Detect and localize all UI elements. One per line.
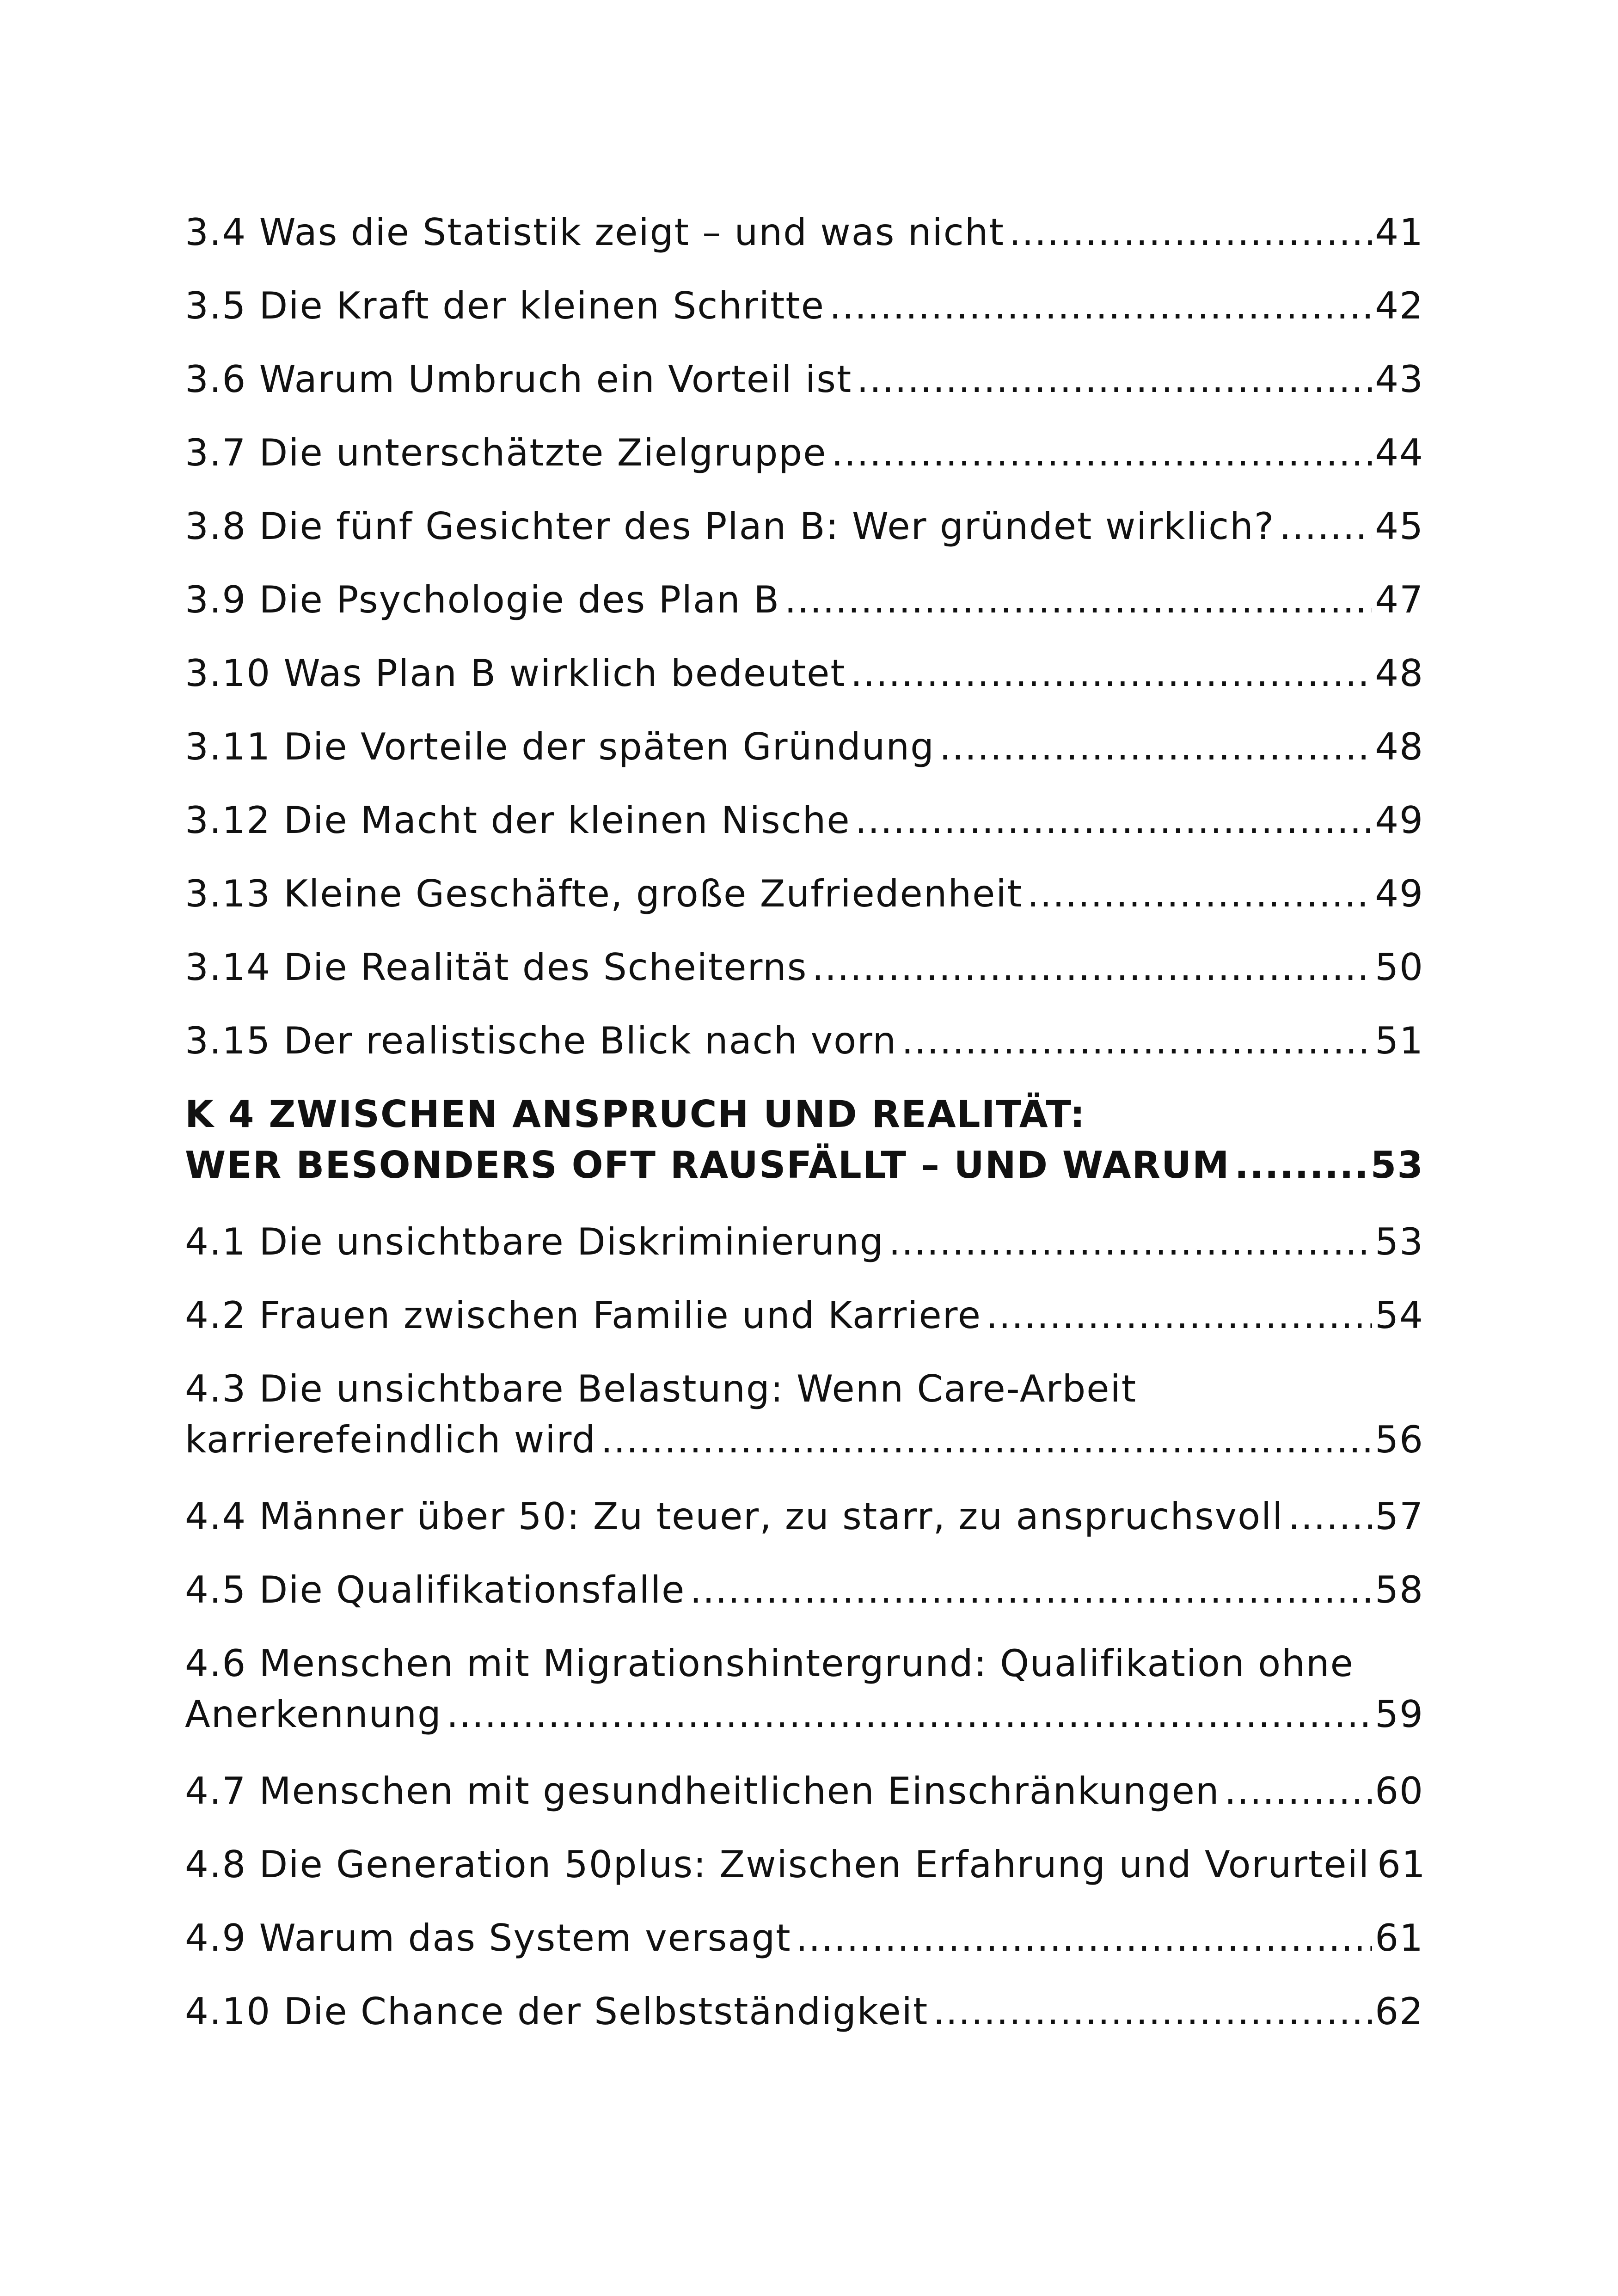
toc-entry-title-line-2: karrierefeindlich wird <box>185 1418 596 1461</box>
toc-entry-page: 44 <box>1375 431 1424 474</box>
toc-entry-page: 43 <box>1375 358 1424 401</box>
toc-entry[interactable] <box>185 795 1424 846</box>
chapter-title-line-1: K 4 ZWISCHEN ANSPRUCH UND REALITÄT: <box>185 1093 1086 1136</box>
toc-entry-line <box>185 1290 1424 1341</box>
dot-leader <box>601 1414 1373 1465</box>
toc-entry-title: 4.5 Die Qualifikationsfalle <box>185 1568 686 1611</box>
toc-entry[interactable] <box>185 1986 1424 2037</box>
toc-entry-line <box>185 722 1424 772</box>
dot-leader <box>829 281 1372 331</box>
toc-entry[interactable] <box>185 1839 1424 1890</box>
toc-entry-line <box>185 1839 1424 1890</box>
toc-entry-title: 4.1 Die unsichtbare Diskriminierung <box>185 1220 884 1263</box>
toc-entry-page: 50 <box>1375 946 1424 989</box>
toc-entry-line <box>185 281 1424 331</box>
toc-entry-page: 59 <box>1375 1693 1424 1736</box>
toc-entry-title: 3.14 Die Realität des Scheiterns <box>185 946 808 989</box>
toc-entry-page: 48 <box>1375 652 1424 695</box>
toc-entry-title: 4.4 Männer über 50: Zu teuer, zu starr, zu anspruchsvoll <box>185 1495 1284 1538</box>
toc-entry-line <box>185 1217 1424 1267</box>
toc-entry[interactable] <box>185 354 1424 405</box>
toc-entry[interactable] <box>185 1913 1424 1964</box>
toc-entry-line <box>185 1986 1424 2037</box>
toc-entry-line <box>185 1414 1424 1465</box>
toc-entry-page: 56 <box>1375 1418 1424 1461</box>
toc-entry-page: 42 <box>1375 284 1424 327</box>
toc-entry-line <box>185 648 1424 699</box>
toc-entry-line <box>185 942 1424 993</box>
toc-entry-page: 45 <box>1375 505 1424 548</box>
dot-leader <box>851 648 1372 699</box>
toc-entry-page: 48 <box>1375 725 1424 768</box>
toc-entry[interactable] <box>185 207 1424 258</box>
toc-entry[interactable] <box>185 722 1424 772</box>
toc-entry-title-line-1: 4.6 Menschen mit Migrationshintergrund: Qualifikation ohne <box>185 1642 1354 1685</box>
toc-entry-page: 47 <box>1375 578 1424 621</box>
toc-entry-line <box>185 1913 1424 1964</box>
toc-entry[interactable] <box>185 1491 1424 1542</box>
toc-entry-title: 4.9 Warum das System versagt <box>185 1916 791 1959</box>
toc-entry-title-line-2: Anerkennung <box>185 1693 442 1736</box>
dot-leader <box>1027 869 1372 919</box>
toc-entry[interactable] <box>185 942 1424 993</box>
dot-leader <box>1288 1491 1373 1542</box>
toc-entry-line <box>185 1016 1424 1066</box>
dot-leader <box>784 575 1372 625</box>
dot-leader <box>855 795 1373 846</box>
toc-entry-page: 49 <box>1375 799 1424 842</box>
dot-leader <box>812 942 1372 993</box>
toc-chapter-heading[interactable] <box>185 1089 1424 1191</box>
toc-entry-page: 60 <box>1375 1769 1424 1812</box>
toc-entry-line <box>185 1766 1424 1817</box>
toc-entry[interactable] <box>185 1638 1424 1740</box>
toc-entry[interactable] <box>185 1016 1424 1066</box>
toc-entry[interactable] <box>185 281 1424 331</box>
toc-entry[interactable] <box>185 501 1424 552</box>
dot-leader <box>1225 1766 1373 1817</box>
toc-entry[interactable] <box>185 1364 1424 1465</box>
toc-entry[interactable] <box>185 1290 1424 1341</box>
toc-entry-page: 53 <box>1375 1220 1424 1263</box>
toc-entry-title: 3.10 Was Plan B wirklich bedeutet <box>185 652 846 695</box>
toc-entry-title: 4.2 Frauen zwischen Familie und Karriere <box>185 1294 982 1337</box>
chapter-title-line-2: WER BESONDERS OFT RAUSFÄLLT – UND WARUM <box>185 1144 1230 1187</box>
dot-leader <box>796 1913 1373 1964</box>
toc-entry-page: 58 <box>1375 1568 1424 1611</box>
toc-entry-title: 3.15 Der realistische Blick nach vorn <box>185 1019 897 1062</box>
dot-leader <box>1235 1140 1368 1191</box>
dot-leader <box>939 722 1372 772</box>
dot-leader <box>986 1290 1372 1341</box>
toc-entry-title: 3.11 Die Vorteile der späten Gründung <box>185 725 935 768</box>
dot-leader <box>1279 501 1372 552</box>
toc-entry[interactable] <box>185 1766 1424 1817</box>
dot-leader <box>901 1016 1372 1066</box>
toc-entry-line <box>185 575 1424 625</box>
toc-entry[interactable] <box>185 428 1424 478</box>
toc-entry-title: 3.8 Die fünf Gesichter des Plan B: Wer gründet wirklich? <box>185 505 1275 548</box>
toc-entry-page: 61 <box>1375 1916 1424 1959</box>
toc-entry-page: 51 <box>1375 1019 1424 1062</box>
toc-entry-title: 3.7 Die unterschätzte Zielgruppe <box>185 431 827 474</box>
toc-entry-page: 62 <box>1375 1990 1424 2033</box>
dot-leader <box>831 428 1372 478</box>
toc-entry-line <box>185 428 1424 478</box>
toc-entry-title: 3.13 Kleine Geschäfte, große Zufriedenheit <box>185 872 1023 915</box>
toc-entry-line <box>185 1140 1424 1191</box>
toc-entry[interactable] <box>185 869 1424 919</box>
toc-entry-page: 61 <box>1377 1843 1426 1886</box>
toc-entry-title: 4.7 Menschen mit gesundheitlichen Einschränkungen <box>185 1769 1220 1812</box>
dot-leader <box>889 1217 1372 1267</box>
dot-leader <box>933 1986 1372 2037</box>
toc-entry-title: 3.6 Warum Umbruch ein Vorteil ist <box>185 358 852 401</box>
toc-entry[interactable] <box>185 575 1424 625</box>
toc-entry-title: 3.9 Die Psychologie des Plan B <box>185 578 780 621</box>
dot-leader <box>447 1689 1372 1740</box>
toc-entry-page: 54 <box>1375 1294 1424 1337</box>
toc-entry-title: 3.5 Die Kraft der kleinen Schritte <box>185 284 825 327</box>
toc-entry-line <box>185 354 1424 405</box>
toc-entry[interactable] <box>185 1217 1424 1267</box>
toc-entry-page: 49 <box>1375 872 1424 915</box>
chapter-page: 53 <box>1370 1144 1424 1187</box>
toc-entry-page: 41 <box>1375 211 1424 254</box>
toc-entry-title: 4.10 Die Chance der Selbstständigkeit <box>185 1990 929 2033</box>
toc-entry-title: 3.4 Was die Statistik zeigt – und was nicht <box>185 211 1005 254</box>
toc-entry[interactable] <box>185 648 1424 699</box>
toc-entry-line <box>185 869 1424 919</box>
toc-entry-title-line-1: 4.3 Die unsichtbare Belastung: Wenn Care-Arbeit <box>185 1367 1137 1410</box>
dot-leader <box>690 1565 1372 1616</box>
dot-leader <box>857 354 1372 405</box>
toc-entry-title: 4.8 Die Generation 50plus: Zwischen Erfahrung und Vorurteil <box>185 1843 1370 1886</box>
toc-entry[interactable] <box>185 1565 1424 1616</box>
toc-entry-line <box>185 501 1424 552</box>
toc-entry-line <box>185 207 1424 258</box>
toc-entry-title: 3.12 Die Macht der kleinen Nische <box>185 799 851 842</box>
toc-entry-line <box>185 1689 1424 1740</box>
toc-entry-page: 57 <box>1375 1495 1424 1538</box>
dot-leader <box>1009 207 1372 258</box>
toc-entry-line <box>185 795 1424 846</box>
toc-entry-line <box>185 1565 1424 1616</box>
toc-entry-line <box>185 1491 1424 1542</box>
